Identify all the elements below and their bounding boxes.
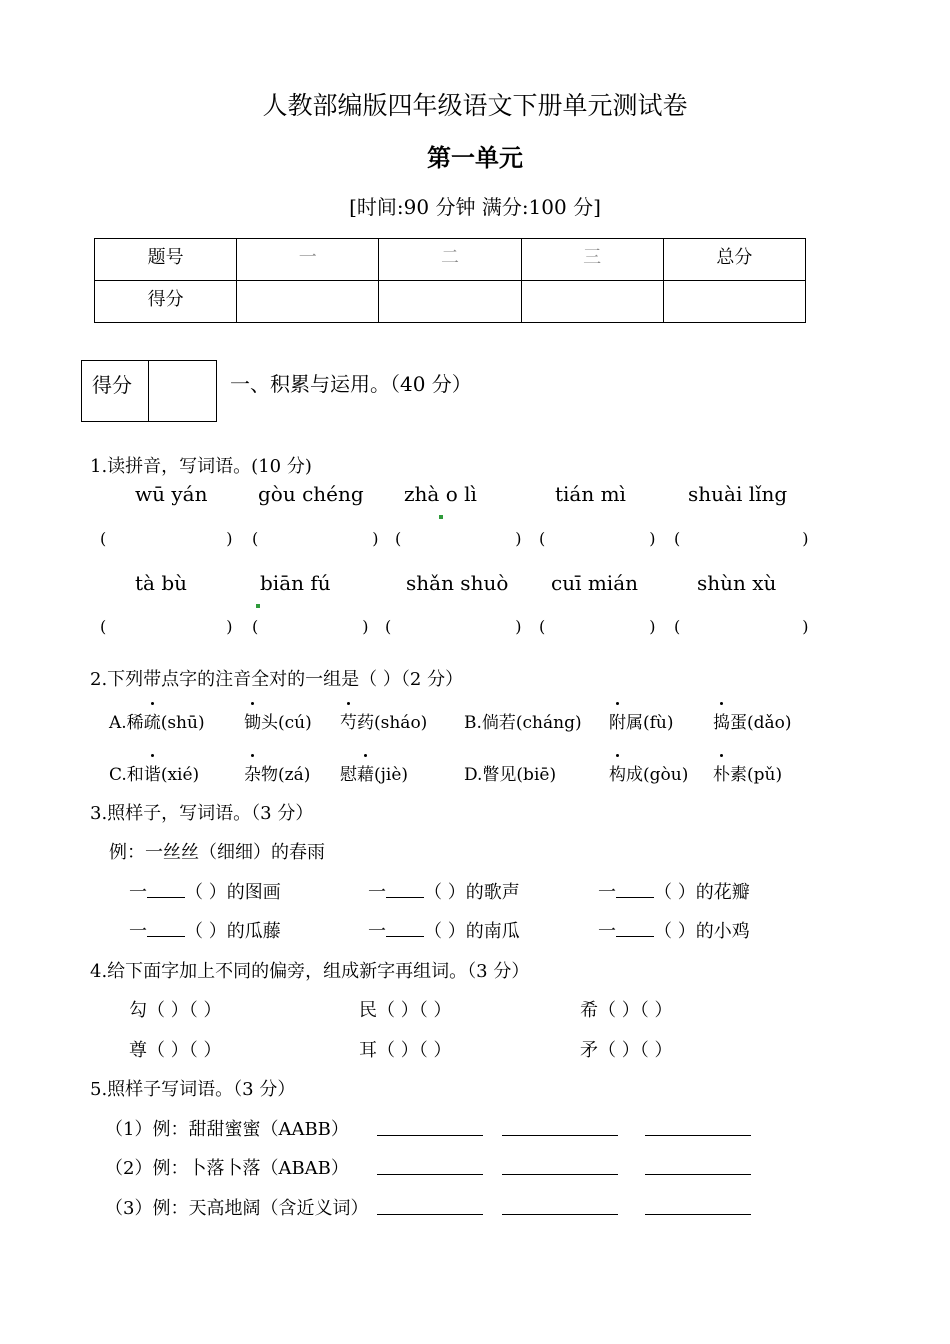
dotted-char: 捣 — [713, 708, 730, 733]
answer-line[interactable] — [377, 1174, 483, 1175]
yi-char: 一 — [368, 921, 386, 942]
option-a-word — [340, 708, 427, 733]
blank-line[interactable] — [616, 881, 654, 898]
score-input-cell[interactable] — [379, 281, 521, 323]
option-text: 素(pǔ) — [730, 765, 783, 785]
pinyin: wū yán — [135, 482, 208, 506]
radical-item[interactable] — [129, 1036, 221, 1062]
dotted-char: 杂 — [244, 760, 261, 785]
option-text: 蛋(dǎo) — [730, 713, 792, 733]
blank-line[interactable] — [616, 920, 654, 937]
radical-item[interactable] — [580, 1036, 672, 1062]
pinyin: shùn xù — [697, 571, 777, 595]
unit-title: 第一单元 — [427, 143, 523, 172]
section-score-label: 得分 — [82, 361, 149, 421]
option-a[interactable] — [109, 708, 205, 733]
dotted-char: 朴 — [713, 760, 730, 785]
option-d-word — [609, 760, 688, 785]
answer-line[interactable] — [502, 1135, 618, 1136]
question-5-prompt: 5.照样子写词语。（3 分） — [90, 1079, 296, 1100]
answer-paren-pair[interactable]: （ ）（ ） — [147, 1040, 222, 1061]
answer-line[interactable] — [645, 1174, 751, 1175]
pattern-example: （3）例：天高地阔（含近义词） — [105, 1198, 369, 1219]
score-table-cell: 题号 — [95, 239, 237, 281]
option-d-word — [713, 760, 782, 785]
answer-paren[interactable]: （ ） — [654, 882, 696, 903]
option-text: 慰 — [340, 765, 357, 785]
option-text: 成(gòu) — [626, 765, 689, 785]
answer-line[interactable] — [377, 1214, 483, 1215]
yi-char: 一 — [598, 921, 616, 942]
question-4-prompt: 4.给下面字加上不同的偏旁，组成新字再组词。（3 分） — [90, 961, 530, 982]
answer-paren-pair[interactable]: （ ）（ ） — [147, 1000, 222, 1021]
option-b-word — [609, 708, 674, 733]
base-char: 耳 — [359, 1040, 377, 1061]
option-a-word — [244, 708, 312, 733]
radical-item[interactable] — [129, 996, 221, 1022]
option-text: (xié) — [160, 765, 200, 785]
option-b[interactable] — [464, 708, 582, 733]
radical-item[interactable] — [359, 996, 451, 1022]
question-3-prompt: 3.照样子，写词语。（3 分） — [90, 803, 314, 824]
option-text: B.倘若(cháng) — [464, 713, 582, 733]
radical-item[interactable] — [580, 996, 672, 1022]
score-table-cell: 一 — [237, 239, 379, 281]
option-d[interactable] — [464, 760, 556, 785]
answer-paren[interactable]: ( ) — [100, 617, 233, 636]
item-text: 的南瓜 — [465, 921, 520, 942]
answer-line[interactable] — [645, 1214, 751, 1215]
base-char: 民 — [359, 1000, 377, 1021]
green-mark — [439, 500, 443, 519]
score-input-cell[interactable] — [521, 281, 663, 323]
pinyin-part: zhà o lì — [404, 482, 477, 506]
dotted-char: 附 — [609, 708, 626, 733]
pinyin: biān fú — [260, 571, 331, 595]
pinyin: tián mì — [555, 482, 626, 506]
score-table-cell: 三 — [521, 239, 663, 281]
score-input-cell[interactable] — [663, 281, 805, 323]
yi-char: 一 — [598, 882, 616, 903]
radical-item[interactable] — [359, 1036, 451, 1062]
pattern-example: （2）例：卜落卜落（ABAB） — [105, 1158, 349, 1179]
answer-line[interactable] — [502, 1174, 618, 1175]
answer-paren-pair[interactable]: （ ）（ ） — [377, 1040, 452, 1061]
blank-line[interactable] — [147, 881, 185, 898]
fill-item[interactable] — [368, 878, 520, 904]
yi-char: 一 — [129, 882, 147, 903]
item-text: 的歌声 — [465, 882, 520, 903]
option-text: C.和 — [109, 765, 144, 785]
answer-paren[interactable]: （ ） — [424, 882, 466, 903]
page-title: 人教部编版四年级语文下册单元测试卷 — [262, 91, 688, 120]
answer-paren[interactable]: （ ） — [424, 921, 466, 942]
yi-char: 一 — [129, 921, 147, 942]
fill-item[interactable] — [129, 878, 281, 904]
option-text: (shū) — [160, 713, 205, 733]
question-1-prompt: 1.读拼音，写词语。(10 分) — [90, 456, 312, 477]
base-char: 勾 — [129, 1000, 147, 1021]
option-text: D.瞥见(biē) — [464, 765, 557, 785]
pinyin: gòu chéng — [258, 482, 364, 506]
fill-item[interactable] — [598, 917, 750, 943]
dotted-char: 构 — [609, 760, 626, 785]
dotted-char: 疏 — [144, 708, 161, 733]
pinyin: shuài lǐng — [688, 482, 788, 506]
option-text: A.稀 — [109, 713, 144, 733]
score-table-cell: 总分 — [663, 239, 805, 281]
base-char: 矛 — [580, 1040, 598, 1061]
dotted-char: 藉 — [357, 760, 374, 785]
time-info: [时间:90 分钟 满分:100 分] — [349, 195, 601, 219]
option-text: (jiè) — [374, 765, 409, 785]
answer-paren-pair[interactable]: （ ）（ ） — [377, 1000, 452, 1021]
score-input-cell[interactable] — [237, 281, 379, 323]
item-text: 的图画 — [226, 882, 281, 903]
answer-paren[interactable]: ( ) — [100, 529, 233, 548]
item-text: 的瓜藤 — [226, 921, 281, 942]
pinyin: shǎn shuò — [406, 571, 509, 595]
score-table-score-row — [95, 281, 806, 323]
answer-paren[interactable]: ( ) — [674, 529, 809, 548]
answer-paren[interactable]: （ ） — [185, 882, 227, 903]
yi-char: 一 — [368, 882, 386, 903]
answer-paren[interactable]: ( ) — [385, 617, 522, 636]
option-c[interactable] — [109, 760, 199, 785]
answer-paren-pair[interactable]: （ ）（ ） — [598, 1040, 673, 1061]
pinyin: cuī mián — [551, 571, 639, 595]
answer-line[interactable] — [645, 1135, 751, 1136]
fill-item[interactable] — [129, 917, 281, 943]
score-table-header-row — [95, 239, 806, 281]
score-table-cell: 得分 — [95, 281, 237, 323]
option-text: 物(zá) — [261, 765, 311, 785]
section-score-box — [81, 360, 217, 422]
answer-paren[interactable]: ( ) — [395, 529, 522, 548]
dotted-char: 锄 — [244, 708, 261, 733]
answer-paren[interactable]: ( ) — [252, 617, 369, 636]
answer-paren[interactable]: （ ） — [654, 921, 696, 942]
fill-item[interactable] — [368, 917, 520, 943]
pinyin: tà bù — [135, 571, 188, 595]
answer-line[interactable] — [502, 1214, 618, 1215]
blank-line[interactable] — [386, 881, 424, 898]
answer-paren[interactable]: ( ) — [252, 529, 379, 548]
base-char: 希 — [580, 1000, 598, 1021]
option-c-word — [244, 760, 310, 785]
option-b-word — [713, 708, 792, 733]
answer-paren[interactable]: ( ) — [539, 529, 656, 548]
option-text: 头(cú) — [261, 713, 312, 733]
base-char: 尊 — [129, 1040, 147, 1061]
option-text: 属(fù) — [626, 713, 674, 733]
section-heading: 一、积累与运用。（40 分） — [230, 372, 472, 396]
item-text: 的小鸡 — [695, 921, 750, 942]
pattern-example: （1）例：甜甜蜜蜜（AABB） — [105, 1119, 349, 1140]
blank-line[interactable] — [147, 920, 185, 937]
item-text: 的花瓣 — [695, 882, 750, 903]
answer-line[interactable] — [377, 1135, 483, 1136]
fill-item[interactable] — [598, 878, 750, 904]
blank-line[interactable] — [386, 920, 424, 937]
answer-paren-pair[interactable]: （ ）（ ） — [598, 1000, 673, 1021]
score-table-cell: 二 — [379, 239, 521, 281]
question-2-prompt: 2.下列带点字的注音全对的一组是（ ）（2 分） — [90, 669, 464, 690]
option-text: 药(sháo) — [357, 713, 428, 733]
question-3-example: 例：一丝丝（细细）的春雨 — [109, 842, 325, 863]
answer-paren[interactable]: （ ） — [185, 921, 227, 942]
score-table — [94, 238, 806, 323]
dotted-char: 芍 — [340, 708, 357, 733]
answer-paren[interactable]: ( ) — [539, 617, 656, 636]
option-c-word — [340, 760, 408, 785]
answer-paren[interactable]: ( ) — [674, 617, 809, 636]
dotted-char: 谐 — [144, 760, 161, 785]
